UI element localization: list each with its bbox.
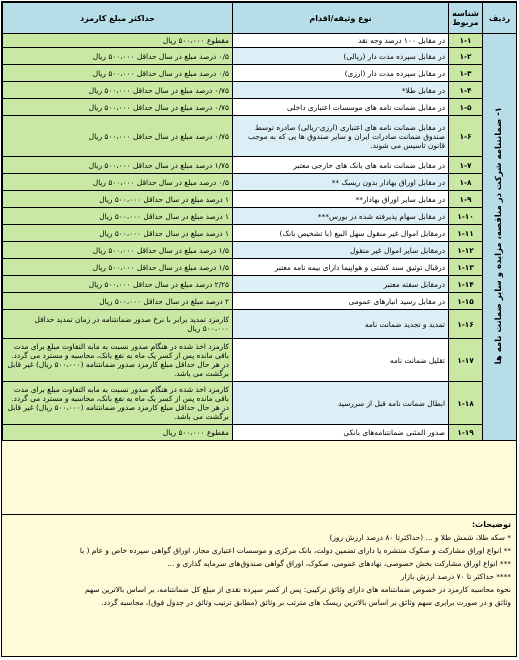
fee-cell: ۰/۵ درصد مبلغ در سال حداقل ۵۰۰،۰۰۰ ریال bbox=[3, 174, 233, 191]
fee-cell: ۰/۷۵ درصد مبلغ در سال حداقل ۵۰۰،۰۰۰ ریال bbox=[3, 82, 233, 99]
table-body bbox=[3, 34, 517, 441]
fee-cell: ۲ درصد مبلغ در سال حداقل ۵۰۰،۰۰۰ ریال bbox=[3, 293, 233, 310]
document-type-cell: ابطال ضمانت نامه قبل از سررسید bbox=[233, 382, 449, 425]
table-row bbox=[3, 34, 517, 48]
document-type-cell: تمدید و تجدید ضمانت نامه bbox=[233, 310, 449, 339]
fee-cell: ۱ درصد مبلغ در سال حداقل ۵۰۰،۰۰۰ ریال bbox=[3, 208, 233, 225]
table-row bbox=[3, 293, 517, 310]
fee-cell: ۰/۷۵ درصد مبلغ در سال حداقل ۵۰۰،۰۰۰ ریال bbox=[3, 99, 233, 116]
table-row bbox=[3, 99, 517, 116]
code-cell: ۱-۱۲ bbox=[449, 242, 483, 259]
note-line: وثائق و در صورت برابری سهم وثائق بر اساس بالاترین ریسک های مترتب بر وثائق (مطابق ترتیب وثائق در جدول فوق)، محاسبه گردد. bbox=[101, 598, 511, 607]
table-row bbox=[3, 157, 517, 174]
table-row bbox=[3, 276, 517, 293]
document-type-cell: درقبال توثیق سند کشتی و هواپیما دارای بیمه نامه معتبر bbox=[233, 259, 449, 276]
table-row bbox=[3, 48, 517, 65]
table-row bbox=[3, 425, 517, 441]
code-cell: ۱-۱۸ bbox=[449, 382, 483, 425]
fee-cell: ۱ درصد مبلغ در سال حداقل ۵۰۰،۰۰۰ ریال bbox=[3, 191, 233, 208]
code-cell: ۱-۹ bbox=[449, 191, 483, 208]
header-code: شناسه مربوط bbox=[449, 3, 483, 34]
table-row bbox=[3, 225, 517, 242]
code-cell: ۱-۵ bbox=[449, 99, 483, 116]
document-type-cell: تقلیل ضمانت نامه bbox=[233, 339, 449, 382]
code-cell: ۱-۱۰ bbox=[449, 208, 483, 225]
notes-title: توضیحات: bbox=[471, 520, 511, 529]
note-line: نحوه محاسبه کارمزد در خصوص ضمانتنامه های دارای وثائق ترکیبی: پس از کسر سپرده نقدی از مبلغ کل ضمانتنامه، بر اساس بالاترین سهم bbox=[85, 585, 511, 594]
table-row bbox=[3, 82, 517, 99]
code-cell: ۱-۳ bbox=[449, 65, 483, 82]
fee-cell: ۰/۷۵ درصد مبلغ در سال حداقل ۵۰۰،۰۰۰ ریال bbox=[3, 116, 233, 157]
document-type-cell: در مقابل سپرده مدت دار (ریالی) bbox=[233, 48, 449, 65]
fee-cell: ۱/۵ درصد مبلغ در سال حداقل ۵۰۰،۰۰۰ ریال bbox=[3, 242, 233, 259]
fee-cell: مقطوع ۵۰۰،۰۰۰ ریال bbox=[3, 34, 233, 48]
table-row bbox=[3, 339, 517, 382]
table-row bbox=[3, 116, 517, 157]
table-row bbox=[3, 382, 517, 425]
header-document-type: نوع وثیقه/اقدام bbox=[233, 3, 449, 34]
document-type-cell: درمقابل سفته معتبر bbox=[233, 276, 449, 293]
table-row bbox=[3, 242, 517, 259]
document-type-cell: در مقابل سهام پذیرفته شده در بورس*** bbox=[233, 208, 449, 225]
code-cell: ۱-۱۵ bbox=[449, 293, 483, 310]
code-cell: ۱-۱۹ bbox=[449, 425, 483, 441]
document-type-cell: درمقابل سایر اموال غیر منقول bbox=[233, 242, 449, 259]
code-cell: ۱-۴ bbox=[449, 82, 483, 99]
document-type-cell: در مقابل ضمانت نامه های بانک های خارجی معتبر bbox=[233, 157, 449, 174]
table-row bbox=[3, 191, 517, 208]
category-cell bbox=[483, 34, 517, 441]
note-line: * سکه طلا، شمش طلا و ... (حداکثرتا ۸۰ درصد ارزش روز) bbox=[329, 533, 511, 542]
code-cell: ۱-۷ bbox=[449, 157, 483, 174]
header-max-fee: حداکثر مبلغ کارمزد bbox=[3, 3, 233, 34]
fee-schedule-sheet bbox=[1, 1, 517, 657]
fee-cell: کارمزد اخذ شده در هنگام صدور نسبت به مابه التفاوت مبلغ برای مدت باقی مانده پس از کسر یک ماه به نفع بانک، محاسبه و مسترد می گردد. در هر حال حداقل مبلغ کارمزد صدور ضمانتنامه (۵۰۰،۰۰۰ ریال) غیر قابل برگشت می باشد. bbox=[3, 339, 233, 382]
code-cell: ۱-۱۱ bbox=[449, 225, 483, 242]
fee-cell: کارمزد اخذ شده در هنگام صدور نسبت به مابه التفاوت مبلغ برای مدت باقی مانده پس از کسر یک ماه به نفع بانک، محاسبه و مسترد می گردد. در هر حال حداقل مبلغ کارمزد صدور ضمانتنامه (۵۰۰،۰۰۰ ریال) غیر قابل برگشت می باشد. bbox=[3, 382, 233, 425]
fee-cell: کارمزد تمدید برابر با نرخ صدور ضمانتنامه در زمان تمدید حداقل ۵۰۰،۰۰۰ ریال bbox=[3, 310, 233, 339]
category-label: ۱- ضمانتنامه شرکت در مناقصه، مزایده و سایر ضمانت نامه ها bbox=[494, 107, 504, 365]
document-type-cell: در مقابل ۱۰۰ درصد وجه نقد bbox=[233, 34, 449, 48]
fee-cell: ۰/۵ درصد مبلغ در سال حداقل ۵۰۰،۰۰۰ ریال bbox=[3, 65, 233, 82]
code-cell: ۱-۸ bbox=[449, 174, 483, 191]
code-cell: ۱-۲ bbox=[449, 48, 483, 65]
fee-cell: ۱/۷۵ درصد مبلغ در سال حداقل ۵۰۰،۰۰۰ ریال bbox=[3, 157, 233, 174]
table-row bbox=[3, 208, 517, 225]
table-row bbox=[3, 174, 517, 191]
document-type-cell: در مقابل ضمانت نامه های موسسات اعتباری داخلی bbox=[233, 99, 449, 116]
code-cell: ۱-۱ bbox=[449, 34, 483, 48]
fee-cell: ۰/۵ درصد مبلغ در سال حداقل ۵۰۰،۰۰۰ ریال bbox=[3, 48, 233, 65]
document-type-cell: صدور المثنی ضمانتنامه‌های بانکی bbox=[233, 425, 449, 441]
fee-cell: ۱/۵ درصد مبلغ در سال حداقل ۵۰۰،۰۰۰ ریال bbox=[3, 259, 233, 276]
table-row bbox=[3, 259, 517, 276]
fee-table bbox=[2, 2, 517, 441]
note-line: ** انواع اوراق مشارکت و صکوک منتشره یا دارای تضمین دولت، بانک مرکزی و موسسات اعتباری مجاز، اوراق گواهی سپرده خاص و عام ( با bbox=[79, 546, 511, 555]
document-type-cell: در مقابل سایر اوراق بهادار** bbox=[233, 191, 449, 208]
fee-cell: ۲/۲۵ درصد مبلغ در سال حداقل ۵۰۰،۰۰۰ ریال bbox=[3, 276, 233, 293]
document-type-cell: در مقابل سپرده مدت دار (ارزی) bbox=[233, 65, 449, 82]
document-type-cell: در مقابل طلا* bbox=[233, 82, 449, 99]
note-line: **** حداکثر تا ۷۰ درصد ارزش بازار bbox=[400, 572, 511, 581]
document-type-cell: در مقابل رسید انبارهای عمومی bbox=[233, 293, 449, 310]
header-row-number: ردیف bbox=[483, 3, 517, 34]
document-type-cell: در مقابل ضمانت نامه های اعتباری (ارزی-ریالی) صادره توسط صندوق ضمانت صادرات ایران و سایر صندوق ها یی که به موجب قانون تاسیس می شوند. bbox=[233, 116, 449, 157]
document-type-cell: در مقابل اوراق بهادار بدون ریسک ** bbox=[233, 174, 449, 191]
fee-cell: مقطوع ۵۰۰،۰۰۰ ریال bbox=[3, 425, 233, 441]
document-type-cell: درمقابل اموال غیر منقول سهل البیع (با تشخیص بانک) bbox=[233, 225, 449, 242]
code-cell: ۱-۱۷ bbox=[449, 339, 483, 382]
fee-cell: ۱ درصد مبلغ در سال حداقل ۵۰۰،۰۰۰ ریال bbox=[3, 225, 233, 242]
code-cell: ۱-۶ bbox=[449, 116, 483, 157]
code-cell: ۱-۱۴ bbox=[449, 276, 483, 293]
table-header-row bbox=[3, 3, 517, 34]
table-row bbox=[3, 310, 517, 339]
code-cell: ۱-۱۳ bbox=[449, 259, 483, 276]
code-cell: ۱-۱۶ bbox=[449, 310, 483, 339]
notes-section bbox=[2, 514, 516, 656]
note-line: *** انواع اوراق مشارکت بخش خصوصی، نهادهای عمومی، صکوک، اوراق گواهی صندوق‌های سرمایه گذاری و ... bbox=[167, 559, 511, 568]
table-row bbox=[3, 65, 517, 82]
